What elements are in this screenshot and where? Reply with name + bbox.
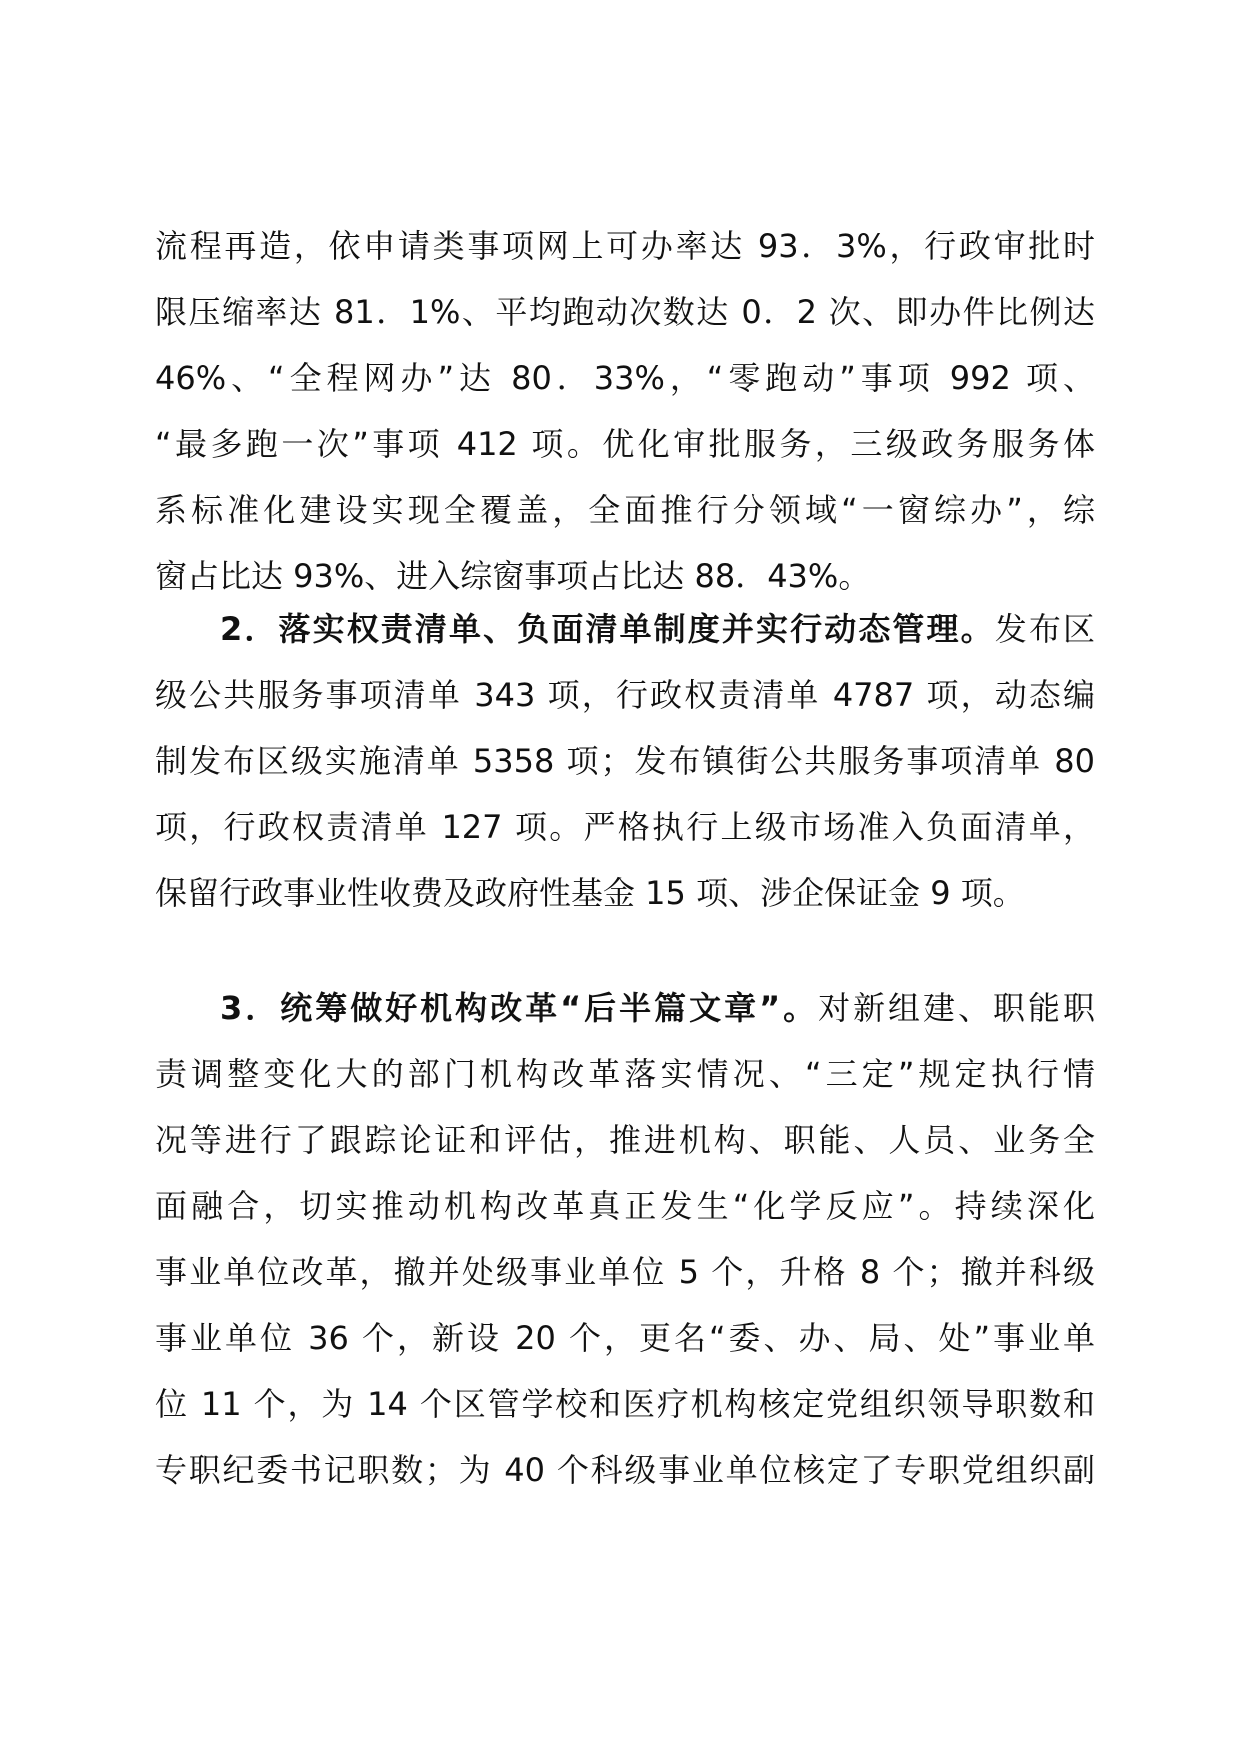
text-line: “最多跑一次”事项 412 项。优化审批服务，三级政务服务体 [155, 425, 1095, 463]
text-line: 项，行政权责清单 127 项。严格执行上级市场准入负面清单， [155, 808, 1095, 846]
section-heading: 3．统筹做好机构改革“后半篇文章”。 [220, 989, 819, 1027]
text-line: 面融合，切实推动机构改革真正发生“化学反应”。持续深化 [155, 1187, 1095, 1225]
text-line: 位 11 个，为 14 个区管学校和医疗机构核定党组织领导职数和 [155, 1385, 1095, 1423]
text-line: 保留行政事业性收费及政府性基金 15 项、涉企保证金 9 项。 [155, 874, 1025, 912]
text-line: 况等进行了跟踪论证和评估，推进机构、职能、人员、业务全 [155, 1121, 1095, 1159]
text-line: 流程再造，依申请类事项网上可办率达 93．3%，行政审批时 [155, 227, 1095, 265]
paragraph-3 [155, 975, 1095, 1503]
paragraph-first-line [155, 596, 1095, 662]
text-line: 系标准化建设实现全覆盖，全面推行分领域“一窗综办”，综 [155, 491, 1095, 529]
text-line: 制发布区级实施清单 5358 项；发布镇街公共服务事项清单 80 [155, 742, 1095, 780]
text-line: 限压缩率达 81．1%、平均跑动次数达 0．2 次、即办件比例达 [155, 293, 1095, 331]
paragraph-first-line [155, 975, 1095, 1041]
text-line: 级公共服务事项清单 343 项，行政权责清单 4787 项，动态编 [155, 676, 1095, 714]
text-run: 对新组建、职能职 [818, 989, 1095, 1027]
text-run: 发布区 [994, 610, 1095, 648]
text-line: 46%、“全程网办”达 80．33%，“零跑动”事项 992 项、 [155, 359, 1095, 397]
paragraph-1 [155, 213, 1095, 609]
text-line: 窗占比达 93%、进入综窗事项占比达 88．43%。 [155, 557, 871, 595]
paragraph-2 [155, 596, 1095, 926]
text-line: 专职纪委书记职数；为 40 个科级事业单位核定了专职党组织副 [155, 1451, 1095, 1489]
text-line: 事业单位改革，撤并处级事业单位 5 个，升格 8 个；撤并科级 [155, 1253, 1095, 1291]
text-line: 事业单位 36 个，新设 20 个，更名“委、办、局、处”事业单 [155, 1319, 1095, 1357]
text-line: 责调整变化大的部门机构改革落实情况、“三定”规定执行情 [155, 1055, 1095, 1093]
section-heading: 2．落实权责清单、负面清单制度并实行动态管理。 [220, 610, 995, 648]
